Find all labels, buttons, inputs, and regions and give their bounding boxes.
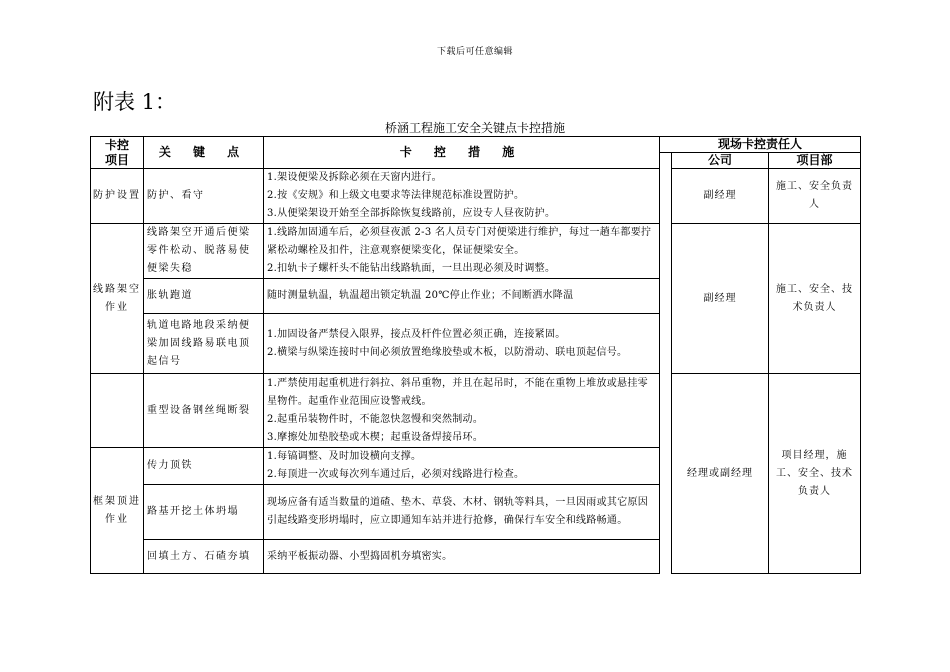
measure-line: 3.摩擦处加垫胶垫或木楔；起重设备焊接吊环。 xyxy=(267,431,484,443)
department-responsible-cell: 施工、安全负责人 xyxy=(769,169,861,224)
safety-control-table xyxy=(90,136,861,574)
measures-cell xyxy=(264,485,660,540)
measure-line: 随时测量轨温，轨温超出锁定轨温 20℃停止作业；不间断洒水降温 xyxy=(267,290,574,301)
gap-cell xyxy=(660,169,672,224)
header-note: 下载后可任意编辑 xyxy=(436,47,513,57)
measure-line: 1.加固设备严禁侵入限界，接点及杆件位置必须正确，连接紧固。 xyxy=(267,328,566,340)
measure-line: 2.横梁与纵梁连接时中间必须放置绝缘胶垫或木板，以防滑动、联电顶起信号。 xyxy=(267,346,628,358)
header-project xyxy=(91,137,144,169)
appendix-label: 附表 1： xyxy=(93,90,177,114)
measure-line: 现场应备有适当数量的道碴、垫木、草袋、木材、钢轨等料具，一旦因雨或其它原因引起线路变形坍塌时，应立即通知车站并进行抢修，确保行车安全和线路畅通。 xyxy=(267,497,649,526)
key-point-cell: 传力顶铁 xyxy=(144,448,264,485)
key-point-cell: 回填土方、石碴夯填 xyxy=(144,540,264,574)
measure-line: 1.线路加固通车后，必须昼夜派 2-3 名人员专门对便梁进行维护，每过一趟车都要拧紧松动螺栓及扣件，注意观察便梁变化，保证便梁安全。 xyxy=(267,227,652,256)
key-point-cell: 防护、看守 xyxy=(144,169,264,224)
measures-cell xyxy=(264,314,660,374)
measure-line: 1.每镐调整、及时加设横向支撑。 xyxy=(267,451,422,462)
measures-cell xyxy=(264,540,660,574)
header-company: 公司 xyxy=(672,153,769,169)
key-point-cell: 轨道电路地段采纳便梁加固线路易联电顶起信号 xyxy=(144,314,264,374)
header-responsible: 现场卡控责任人 xyxy=(660,137,861,153)
header-project-line1: 卡控 xyxy=(104,137,129,152)
measure-line: 采纳平板振动器、小型捣固机夯填密实。 xyxy=(267,550,453,562)
header-key-points: 关 键 点 xyxy=(144,137,264,169)
key-point-cell: 胀轨跑道 xyxy=(144,279,264,314)
measure-line: 1.架设便梁及拆除必须在天窗内进行。 xyxy=(267,172,442,183)
gap-cell xyxy=(660,279,672,314)
measure-line: 2.起重吊装物件时，不能忽快忽慢和突然制动。 xyxy=(267,413,484,425)
department-responsible-cell: 施工、安全、技术负责人 xyxy=(769,224,861,374)
header-project-line2: 项目 xyxy=(104,152,129,167)
measures-cell xyxy=(264,169,660,224)
measure-line: 2.扣轨卡子螺杆头不能钻出线路轨面，一旦出现必须及时调整。 xyxy=(267,263,556,274)
gap-cell xyxy=(660,374,672,574)
measure-line: 2.按《安规》和上级文电要求等法律规范标准设置防护。 xyxy=(267,190,525,201)
company-responsible-cell: 经理或副经理 xyxy=(672,374,769,574)
measure-line: 1.严禁使用起重机进行斜拉、斜吊重物，并且在起吊时，不能在重物上堆放或悬挂零星物件。起重作业范围应设警戒线。 xyxy=(267,377,648,407)
project-cell: 线路架空作业 xyxy=(91,224,144,374)
table-row xyxy=(91,374,861,448)
header-department: 项目部 xyxy=(769,153,861,169)
key-point-cell: 重型设备钢丝绳断裂 xyxy=(144,374,264,448)
header-gap xyxy=(660,153,672,169)
measure-line: 2.每顶进一次或每次列车通过后，必须对线路进行检查。 xyxy=(267,469,525,480)
measures-cell xyxy=(264,279,660,314)
company-responsible-cell: 副经理 xyxy=(672,169,769,224)
table-row xyxy=(91,224,861,279)
measures-cell xyxy=(264,224,660,279)
project-cell: 框架顶进作业 xyxy=(91,448,144,574)
table-row xyxy=(91,169,861,224)
measures-cell xyxy=(264,448,660,485)
project-cell: 防护设置 xyxy=(91,169,144,224)
key-point-cell: 路基开挖土体坍塌 xyxy=(144,485,264,540)
department-responsible-cell: 项目经理，施工、安全、技术负责人 xyxy=(769,374,861,574)
header-measures: 卡 控 措 施 xyxy=(264,137,660,169)
project-spacer-cell xyxy=(91,374,144,448)
measures-cell xyxy=(264,374,660,448)
gap-cell xyxy=(660,224,672,279)
header-row-1 xyxy=(91,137,861,153)
key-point-cell: 线路架空开通后便梁零件松动、脱落易使便梁失稳 xyxy=(144,224,264,279)
table-title: 桥涵工程施工安全关键点卡控措施 xyxy=(384,121,565,135)
measure-line: 3.从便梁架设开始至全部拆除恢复线路前，应设专人昼夜防护。 xyxy=(267,208,556,219)
gap-cell xyxy=(660,314,672,374)
company-responsible-cell: 副经理 xyxy=(672,224,769,374)
